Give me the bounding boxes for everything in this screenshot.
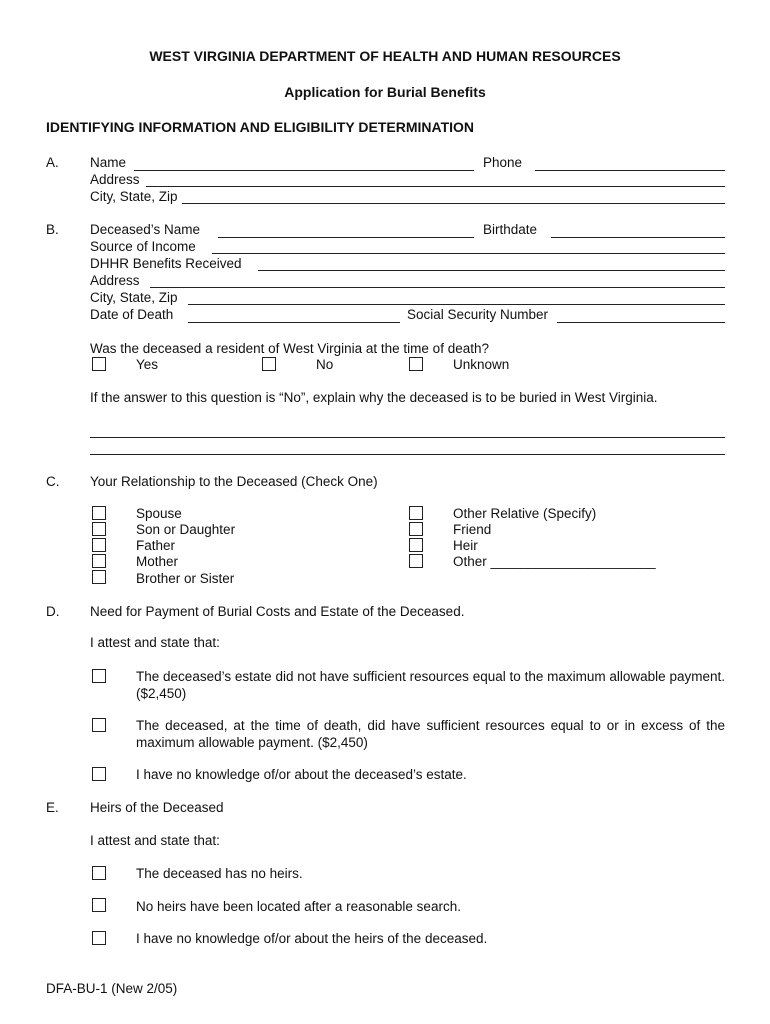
relationship-title: Your Relationship to the Deceased (Check One) [90, 474, 378, 489]
dhhr-benefits-label: DHHR Benefits Received [90, 256, 242, 271]
section-c-letter: C. [46, 474, 60, 489]
heirs-no-knowledge-checkbox[interactable] [92, 931, 106, 945]
city-state-zip-label: City, State, Zip [90, 189, 178, 204]
phone-label: Phone [483, 155, 523, 170]
estate-insufficient-text: The deceased’s estate did not have sufficient resources equal to the maximum allowable payment. ($2,450) [136, 669, 725, 701]
resident-no-checkbox[interactable] [262, 357, 276, 371]
estate-insufficient-checkbox[interactable] [92, 669, 106, 683]
relationship-father-checkbox[interactable] [92, 538, 106, 552]
section-d-letter: D. [46, 604, 60, 619]
estate-no-knowledge-checkbox[interactable] [92, 767, 106, 781]
form-title: Application for Burial Benefits [284, 84, 486, 100]
section-e-letter: E. [46, 800, 59, 815]
relationship-other-relative-checkbox[interactable] [409, 506, 423, 520]
relationship-spouse-label: Spouse [136, 506, 182, 521]
city-state-zip-field[interactable] [182, 203, 725, 204]
deceased-name-label: Deceased’s Name [90, 222, 201, 237]
birthdate-label: Birthdate [483, 222, 538, 237]
source-of-income-field[interactable] [212, 253, 725, 254]
estate-attest-text: I attest and state that: [90, 635, 220, 650]
heirs-title: Heirs of the Deceased [90, 800, 224, 815]
resident-unknown-checkbox[interactable] [409, 357, 423, 371]
payment-need-title: Need for Payment of Burial Costs and Estate of the Deceased. [90, 604, 465, 619]
address-label: Address [90, 172, 140, 187]
resident-yes-label: Yes [136, 357, 159, 372]
relationship-other-label: Other ______________________ [453, 554, 656, 569]
heirs-attest-text: I attest and state that: [90, 833, 220, 848]
heirs-not-located-checkbox[interactable] [92, 898, 106, 912]
relationship-sibling-checkbox[interactable] [92, 570, 106, 584]
heirs-no-knowledge-text: I have no knowledge of/or about the heirs of the deceased. [136, 931, 488, 946]
department-title: WEST VIRGINIA DEPARTMENT OF HEALTH AND HUMAN RESOURCES [149, 48, 621, 64]
relationship-sibling-label: Brother or Sister [136, 571, 235, 586]
birthdate-field[interactable] [551, 237, 725, 238]
address-field[interactable] [146, 186, 725, 187]
no-heirs-checkbox[interactable] [92, 866, 106, 880]
section-a-letter: A. [46, 155, 59, 170]
dhhr-benefits-field[interactable] [258, 270, 725, 271]
relationship-other-checkbox[interactable] [409, 554, 423, 568]
relationship-mother-checkbox[interactable] [92, 554, 106, 568]
estate-sufficient-checkbox[interactable] [92, 718, 106, 732]
estate-no-knowledge-text: I have no knowledge of/or about the deceased’s estate. [136, 767, 467, 782]
resident-no-label: No [316, 357, 334, 372]
deceased-name-field[interactable] [218, 237, 474, 238]
relationship-other-relative-label: Other Relative (Specify) [453, 506, 597, 521]
explain-line-2[interactable] [90, 454, 725, 455]
estate-sufficient-text: The deceased, at the time of death, did have sufficient resources equal to or in excess of the maximum allowable payment. ($2,450) [136, 718, 725, 750]
resident-unknown-label: Unknown [453, 357, 510, 372]
ssn-label: Social Security Number [407, 307, 549, 322]
explain-prompt: If the answer to this question is “No”, explain why the deceased is to be buried in West Virginia. [90, 390, 658, 405]
section-title: IDENTIFYING INFORMATION AND ELIGIBILITY DETERMINATION [46, 119, 475, 135]
relationship-spouse-checkbox[interactable] [92, 506, 106, 520]
relationship-heir-checkbox[interactable] [409, 538, 423, 552]
date-of-death-field[interactable] [188, 322, 400, 323]
name-field[interactable] [134, 170, 474, 171]
deceased-address-label: Address [90, 273, 140, 288]
explain-line-1[interactable] [90, 437, 725, 438]
relationship-friend-checkbox[interactable] [409, 522, 423, 536]
source-of-income-label: Source of Income [90, 239, 196, 254]
name-label: Name [90, 155, 127, 170]
relationship-heir-label: Heir [453, 538, 478, 553]
relationship-mother-label: Mother [136, 554, 179, 569]
date-of-death-label: Date of Death [90, 307, 174, 322]
deceased-city-field[interactable] [188, 304, 725, 305]
phone-field[interactable] [535, 170, 725, 171]
relationship-son-daughter-label: Son or Daughter [136, 522, 236, 537]
form-number: DFA-BU-1 (New 2/05) [46, 981, 178, 996]
resident-yes-checkbox[interactable] [92, 357, 106, 371]
heirs-not-located-text: No heirs have been located after a reasonable search. [136, 899, 461, 914]
no-heirs-text: The deceased has no heirs. [136, 866, 303, 881]
ssn-field[interactable] [557, 322, 725, 323]
section-b-letter: B. [46, 222, 59, 237]
resident-question: Was the deceased a resident of West Virginia at the time of death? [90, 341, 489, 356]
deceased-address-field[interactable] [150, 287, 725, 288]
relationship-friend-label: Friend [453, 522, 492, 537]
deceased-city-label: City, State, Zip [90, 290, 178, 305]
relationship-son-daughter-checkbox[interactable] [92, 522, 106, 536]
relationship-father-label: Father [136, 538, 176, 553]
